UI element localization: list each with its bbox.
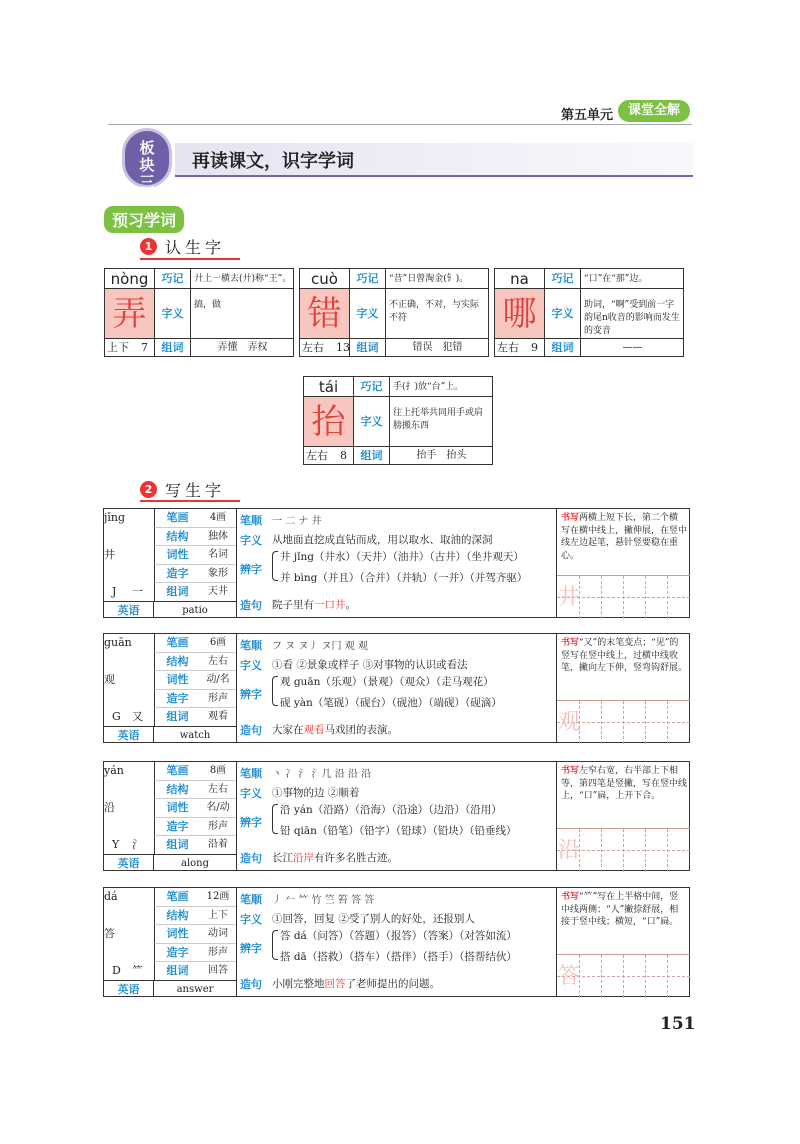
words-label: 组词 [354,447,390,465]
stroke-order: フ ヌ ヌ丿 ヌ冂 观 观 [272,641,368,652]
char-card [303,376,493,465]
stroke-order-label: 笔顺 [240,514,262,527]
meaning-label: 字义 [240,913,262,926]
distinguish-2: 并 bìng（并且）（合并）（并轨）（一并）（并驾齐驱） [280,572,528,584]
char-card [494,268,684,357]
card-pinyin: cuò [300,269,350,289]
divider-line [236,888,237,997]
ghost-character: 观 [558,710,581,735]
char-card [299,268,489,357]
writing-note [561,637,687,675]
meaning-text: 从地面直挖成直钻而成，用以取水、取油的深洞 [272,534,493,546]
card-strokes: 13 [336,341,350,354]
attr-label: 造字 [154,565,200,584]
sentence [272,722,398,737]
stroke-order: 丿 𠂉 ⺮ 竹 竺 笞 答 答 [272,895,375,906]
write-pinyin: dá [104,890,118,903]
card-character: 抬 [304,397,354,447]
distinguish-1: 井 jǐng（井水）（天井）（油井）（古井）（坐井观天） [280,551,524,563]
practice-grid [557,700,690,743]
ghost-character: 答 [558,964,581,989]
attr-value: 4画 [200,509,236,528]
distinguish-2: 搭 dā（搭救）（搭车）（搭伴）（搭手）（搭帮结伙） [280,951,517,963]
distinguish-label: 辨字 [240,942,262,955]
words-label: 组词 [545,339,581,357]
distinguish-label: 辨字 [240,816,262,829]
write-pinyin: yán [104,764,124,777]
attr-label: 词性 [154,799,200,818]
card-structure: 左右 [495,339,545,357]
attr-value: 动词 [200,925,236,944]
part1-number: 1 [140,238,157,255]
meaning-text: 不正确，不对，与实际不符 [386,289,489,339]
char-card [104,268,294,357]
attr-value: 形声 [200,818,236,837]
page-number: 151 [660,1014,696,1034]
sentence-label: 造句 [240,599,262,612]
attr-value: 8画 [200,762,236,781]
sentence-pre: 院子里有 [272,599,314,611]
attr-label: 组词 [154,708,200,727]
attr-value: 左右 [200,653,236,672]
stroke-order-label: 笔顺 [240,639,262,652]
radical-glyph: ⺮ [132,964,143,977]
distinguish-label: 辨字 [240,688,262,701]
tip-label: 巧记 [155,269,191,289]
attr-label: 组词 [154,962,200,981]
tip-label: 巧记 [350,269,386,289]
words-text: 弄懂 弄权 [217,342,268,353]
writing-note [561,891,687,929]
attr-label: 组词 [154,836,200,855]
card-strokes: 8 [340,449,347,462]
distinguish-1: 沿 yán（沿路）（沿海）（沿途）（边沿）（沿用） [280,804,502,816]
radical-letter: D [112,964,121,977]
distinguish-1: 答 dá（问答）（答题）（报答）（答案）（对答如流） [280,930,517,942]
english-word: patio [154,601,236,618]
attr-label: 结构 [154,907,200,926]
attr-label: 造字 [154,818,200,837]
card-structure: 左右 [304,447,354,465]
note-text: 左窄右宽，右半部上下相等，第四笔是竖撇，写在竖中线上，“口”扁，上开下合。 [561,766,688,801]
card-character: 哪 [495,289,545,339]
tip-text: 手(扌)放“台”上。 [390,377,493,397]
write-character: 井 [104,548,115,561]
sentence-post: 有许多名胜古迹。 [314,852,398,864]
write-pinyin: guān [104,636,132,649]
attr-value: 6画 [200,634,236,653]
card-character: 弄 [105,289,155,339]
write-character: 答 [104,927,115,940]
sentence-post: 马戏团的表演。 [324,724,398,736]
attr-label: 组词 [154,583,200,602]
practice-grid [557,575,690,618]
meaning-label: 字义 [350,289,386,339]
writing-note [561,765,687,803]
sentence [272,850,398,865]
attr-value: 12画 [200,888,236,907]
part1-underline [140,258,240,260]
sentence-post: 。 [345,599,356,611]
subsection-title: 预习学词 [104,206,184,233]
tip-label: 巧记 [545,269,581,289]
card-pinyin: nòng [105,269,155,289]
write-pinyin: jǐng [104,511,126,524]
attr-label: 造字 [154,944,200,963]
sentence-key: 沿岸 [293,852,314,864]
meaning-text: 搞，做 [191,289,294,339]
ghost-character: 沿 [558,838,581,863]
english-word: along [154,854,236,871]
attr-label: 结构 [154,781,200,800]
divider-line [236,509,237,618]
attr-value: 形声 [200,944,236,963]
sentence-post: 了老师提出的问题。 [345,978,440,990]
note-label: 书写 [561,513,580,523]
radical-glyph: 又 [132,710,143,723]
stroke-order: 丶 冫 氵 氵几 沿 沿 沿 [272,769,372,780]
practice-grid [557,828,690,871]
meaning-text: ①回答，回复 ②受了别人的好处，还报别人 [272,913,475,925]
card-structure: 左右 [300,339,350,357]
note-label: 书写 [561,638,580,648]
english-label: 英语 [104,980,154,997]
divider-line [236,762,237,871]
write-character: 沿 [104,801,115,814]
english-label: 英语 [104,854,154,871]
part2-underline [140,500,240,502]
divider-line [236,634,237,743]
sentence-label: 造句 [240,724,262,737]
meaning-label: 字义 [155,289,191,339]
attr-value: 上下 [200,907,236,926]
attr-value: 观看 [200,708,236,727]
sentence [272,597,356,612]
english-word: watch [154,726,236,743]
radical-letter: Y [112,838,120,851]
words-text: 抬手 抬头 [416,450,467,461]
attr-value: 动/名 [200,671,236,690]
distinguish-2: 砚 yàn（笔砚）（砚台）（砚池）（端砚）（砚滴） [280,697,502,709]
attr-value: 天井 [200,583,236,602]
attr-label: 笔画 [154,888,200,907]
distinguish-label: 辨字 [240,563,262,576]
attr-label: 词性 [154,671,200,690]
meaning-label: 字义 [354,397,390,447]
write-character: 观 [104,673,115,686]
radical-glyph: 氵 [132,838,143,851]
sentence-label: 造句 [240,852,262,865]
card-structure: 上下 [105,339,155,357]
english-label: 英语 [104,726,154,743]
note-text: “又”的末笔变点；“见”的竖写在竖中线上，过横中线收笔，撇向左下伸，竖弯钩舒展。 [561,638,688,673]
attr-label: 词性 [154,546,200,565]
card-character: 错 [300,289,350,339]
radical-letter: J [112,585,117,598]
ghost-character: 井 [558,585,581,610]
attr-value: 回答 [200,962,236,981]
brace [272,676,278,706]
attr-value: 象形 [200,565,236,584]
words-label: 组词 [350,339,386,357]
tip-text: “口”在“那”边。 [581,269,684,289]
practice-grid [557,954,690,997]
note-label: 书写 [561,766,580,776]
attr-label: 造字 [154,690,200,709]
sentence-key: 一口井 [314,599,346,611]
attr-label: 词性 [154,925,200,944]
meaning-text: 助词，“啊”受到前一字韵尾n收音的影响而发生的变音 [581,289,684,339]
write-table [103,761,690,871]
radical-letter: G [112,710,121,723]
meaning-label: 字义 [240,787,262,800]
part2-label: 写生字 [165,481,226,500]
meaning-label: 字义 [240,659,262,672]
attr-label: 结构 [154,653,200,672]
write-table [103,508,690,618]
meaning-text: 往上托举共同用手或肩膀搬东西 [390,397,493,447]
attr-label: 笔画 [154,762,200,781]
attr-value: 独体 [200,528,236,547]
header-rule [108,124,692,125]
part1-label: 认生字 [165,238,226,257]
radical-glyph: 一 [132,585,143,598]
meaning-label: 字义 [240,534,262,547]
distinguish-2: 铅 qiān（铅笔）（铅字）（铅球）（铅块）（铅垂线） [280,825,517,837]
card-strokes: 7 [141,341,148,354]
attr-value: 名词 [200,546,236,565]
brace [272,930,278,960]
sentence-label: 造句 [240,978,262,991]
card-pinyin: na [495,269,545,289]
section-badge: 板块三 [122,128,172,188]
unit-badge: 课堂全解 [618,100,690,122]
sentence-key: 回答 [324,978,346,990]
attr-value: 左右 [200,781,236,800]
distinguish-1: 观 guān（乐观）（景观）（观众）（走马观花） [280,676,494,688]
attr-label: 笔画 [154,509,200,528]
sentence-pre: 大家在 [272,724,304,736]
attr-label: 结构 [154,528,200,547]
tip-text: 廾上一横去(廾)称“王”。 [191,269,294,289]
attr-value: 形声 [200,690,236,709]
words-text: —— [622,342,643,353]
part2-number: 2 [140,481,157,498]
attr-value: 沿着 [200,836,236,855]
card-strokes: 9 [531,341,538,354]
english-word: answer [154,980,236,997]
stroke-order: 一 二 ナ 井 [272,516,322,527]
card-pinyin: tái [304,377,354,397]
stroke-order-label: 笔顺 [240,893,262,906]
writing-note [561,512,687,562]
sentence-pre: 长江 [272,852,293,864]
stroke-order-label: 笔顺 [240,767,262,780]
tip-label: 巧记 [354,377,390,397]
meaning-text: ①事物的边 ②顺着 [272,787,360,799]
brace [272,551,278,581]
tip-text: “昔”日曾淘金(钅)。 [386,269,489,289]
note-label: 书写 [561,892,580,902]
words-text: 错误 犯错 [412,342,463,353]
write-table [103,887,690,997]
note-text: “⺮”写在上半格中间，竖中线两侧；“人”撇捺舒展，相接于竖中线；横短，“口”扁。 [561,892,679,927]
write-table [103,633,690,743]
sentence-pre: 小刚完整地 [272,978,325,990]
section-title: 再读课文，识字学词 [192,151,354,172]
english-label: 英语 [104,601,154,618]
words-label: 组词 [155,339,191,357]
meaning-text: ①看 ②景象或样子 ③对事物的认识或看法 [272,659,468,671]
meaning-label: 字义 [545,289,581,339]
brace [272,804,278,834]
sentence [272,976,440,991]
attr-value: 名/动 [200,799,236,818]
unit-title: 第五单元 [561,108,614,123]
attr-label: 笔画 [154,634,200,653]
sentence-key: 观看 [303,724,325,736]
note-text: 两横上短下长，第二个横写在横中线上，撇伸展，在竖中线左边起笔，悬针竖要稳在重心。 [561,513,688,561]
